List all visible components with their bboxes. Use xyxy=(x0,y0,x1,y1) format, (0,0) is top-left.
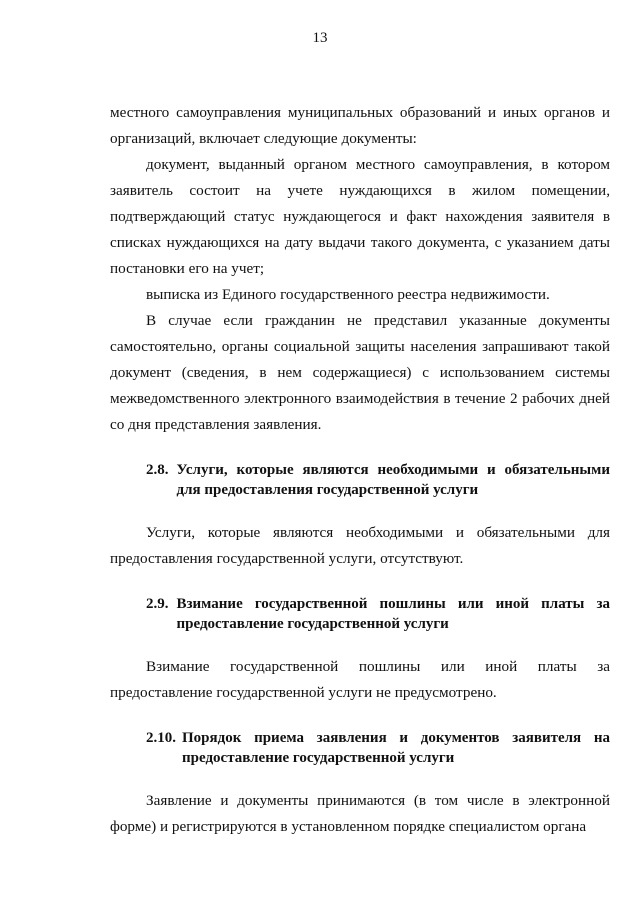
section-paragraph: Взимание государственной пошлины или иной платы за предоставление государственной услуги не предусмотрено. xyxy=(110,658,610,701)
section-title: Услуги, которые являются необходимыми и обязательными для предоставления государственной услуги xyxy=(176,462,610,498)
section-title: Взимание государственной пошлины или иной платы за предоставление государственной услуги xyxy=(176,596,610,632)
intro-paragraph: выписка из Единого государственного реестра недвижимости. xyxy=(146,286,550,303)
section-heading-2-8 xyxy=(110,460,610,500)
page-number: 13 xyxy=(312,30,328,46)
page-body xyxy=(110,100,610,840)
section-paragraph: Услуги, которые являются необходимыми и обязательными для предоставления государственной услуги, отсутствуют. xyxy=(110,524,610,567)
section-number: 2.10. xyxy=(146,730,176,746)
section-title: Порядок приема заявления и документов заявителя на предоставление государственной услуги xyxy=(182,730,610,766)
section-paragraph: Заявление и документы принимаются (в том числе в электронной форме) и регистрируются в установленном порядке специалистом органа xyxy=(110,792,610,835)
intro-paragraph: В случае если гражданин не представил указанные документы самостоятельно, органы социальной защиты населения запрашивают такой документ (сведения, в нем содержащиеся) с использованием системы межведомственного электронного взаимодействия в течение 2 рабочих дней со дня представления заявления. xyxy=(110,312,610,433)
section-heading-2-10 xyxy=(110,728,610,768)
intro-paragraph: местного самоуправления муниципальных образований и иных органов и организаций, включает следующие документы: xyxy=(110,104,610,147)
intro-paragraph: документ, выданный органом местного самоуправления, в котором заявитель состоит на учете нуждающихся в жилом помещении, подтверждающий статус нуждающегося и факт нахождения заявителя в списках нуждающихся на дату выдачи такого документа, с указанием даты постановки его на учет; xyxy=(110,156,610,277)
section-heading-2-9 xyxy=(110,594,610,634)
section-number: 2.8. xyxy=(146,462,169,478)
section-number: 2.9. xyxy=(146,596,169,612)
